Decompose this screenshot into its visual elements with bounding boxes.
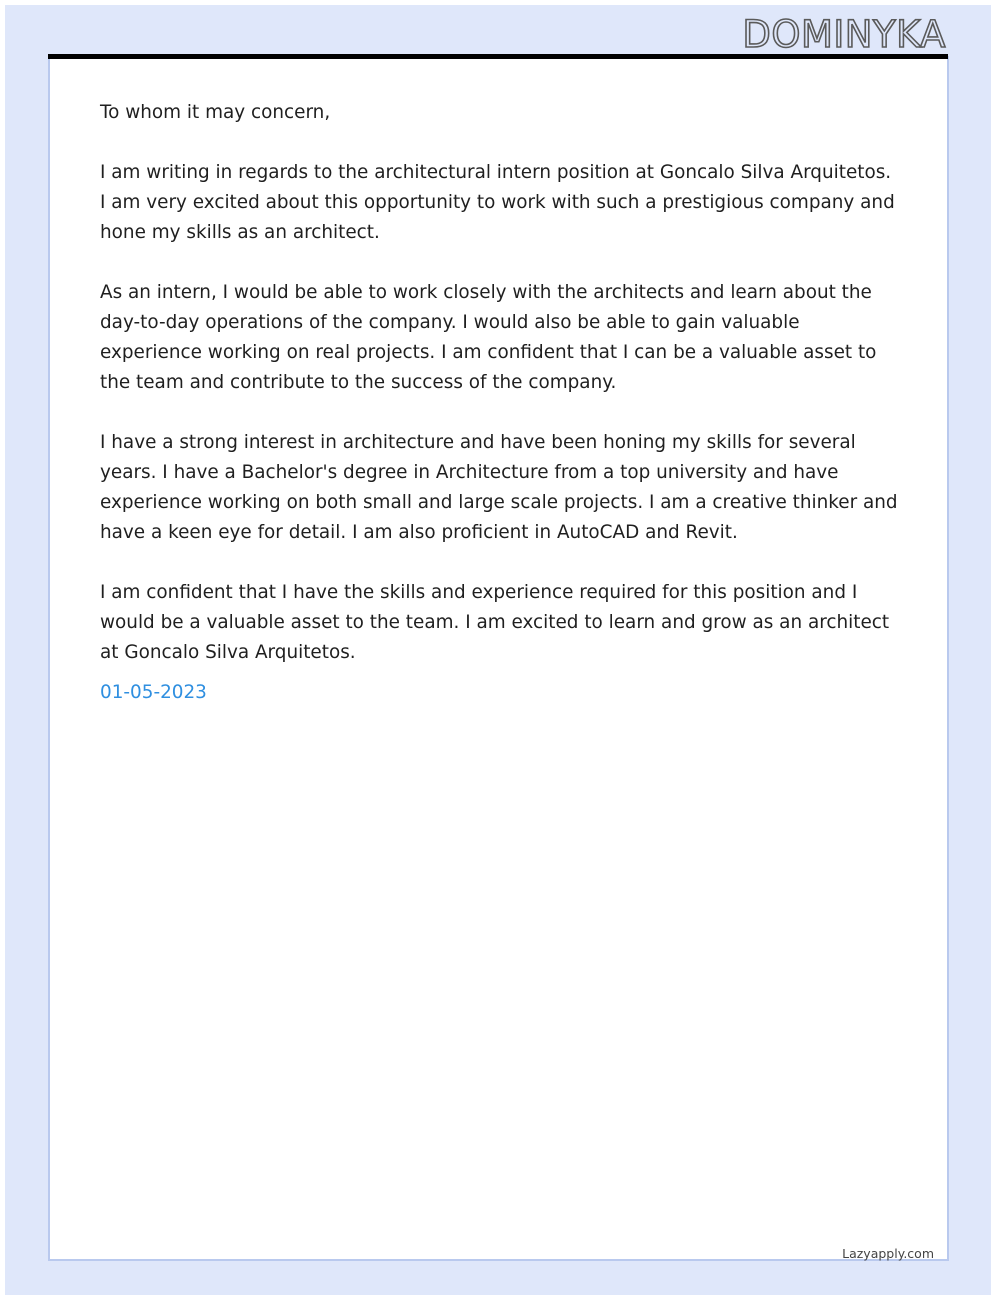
letter-salutation: To whom it may concern, <box>100 102 331 123</box>
footer-credit: Lazyapply.com <box>842 1246 934 1261</box>
letter-paragraph: I have a strong interest in architecture and have been honing my skills for several years. I have a Bachelor's degree in Architecture from a top university and have experience working on both small and large scale projects. I am a creative thinker and have a keen eye for detail. I am also proficient in AutoCAD and Revit. <box>100 432 898 543</box>
letter-body <box>100 98 900 708</box>
applicant-name-heading: DOMINYKA <box>742 13 946 56</box>
letter-paragraph: I am writing in regards to the architectural intern position at Goncalo Silva Arquitetos. I am very excited about this opportunity to work with such a prestigious company and hone my skills as an architect. <box>100 162 895 243</box>
letter-paragraph: I am confident that I have the skills and experience required for this position and I would be a valuable asset to the team. I am excited to learn and grow as an architect at Goncalo Silva Arquitetos. <box>100 582 890 663</box>
letter-date: 01-05-2023 <box>100 682 207 703</box>
letter-paragraph: As an intern, I would be able to work closely with the architects and learn about the day-to-day operations of the company. I would also be able to gain valuable experience working on real projects. I am confident that I can be a valuable asset to the team and contribute to the success of the company. <box>100 282 877 393</box>
